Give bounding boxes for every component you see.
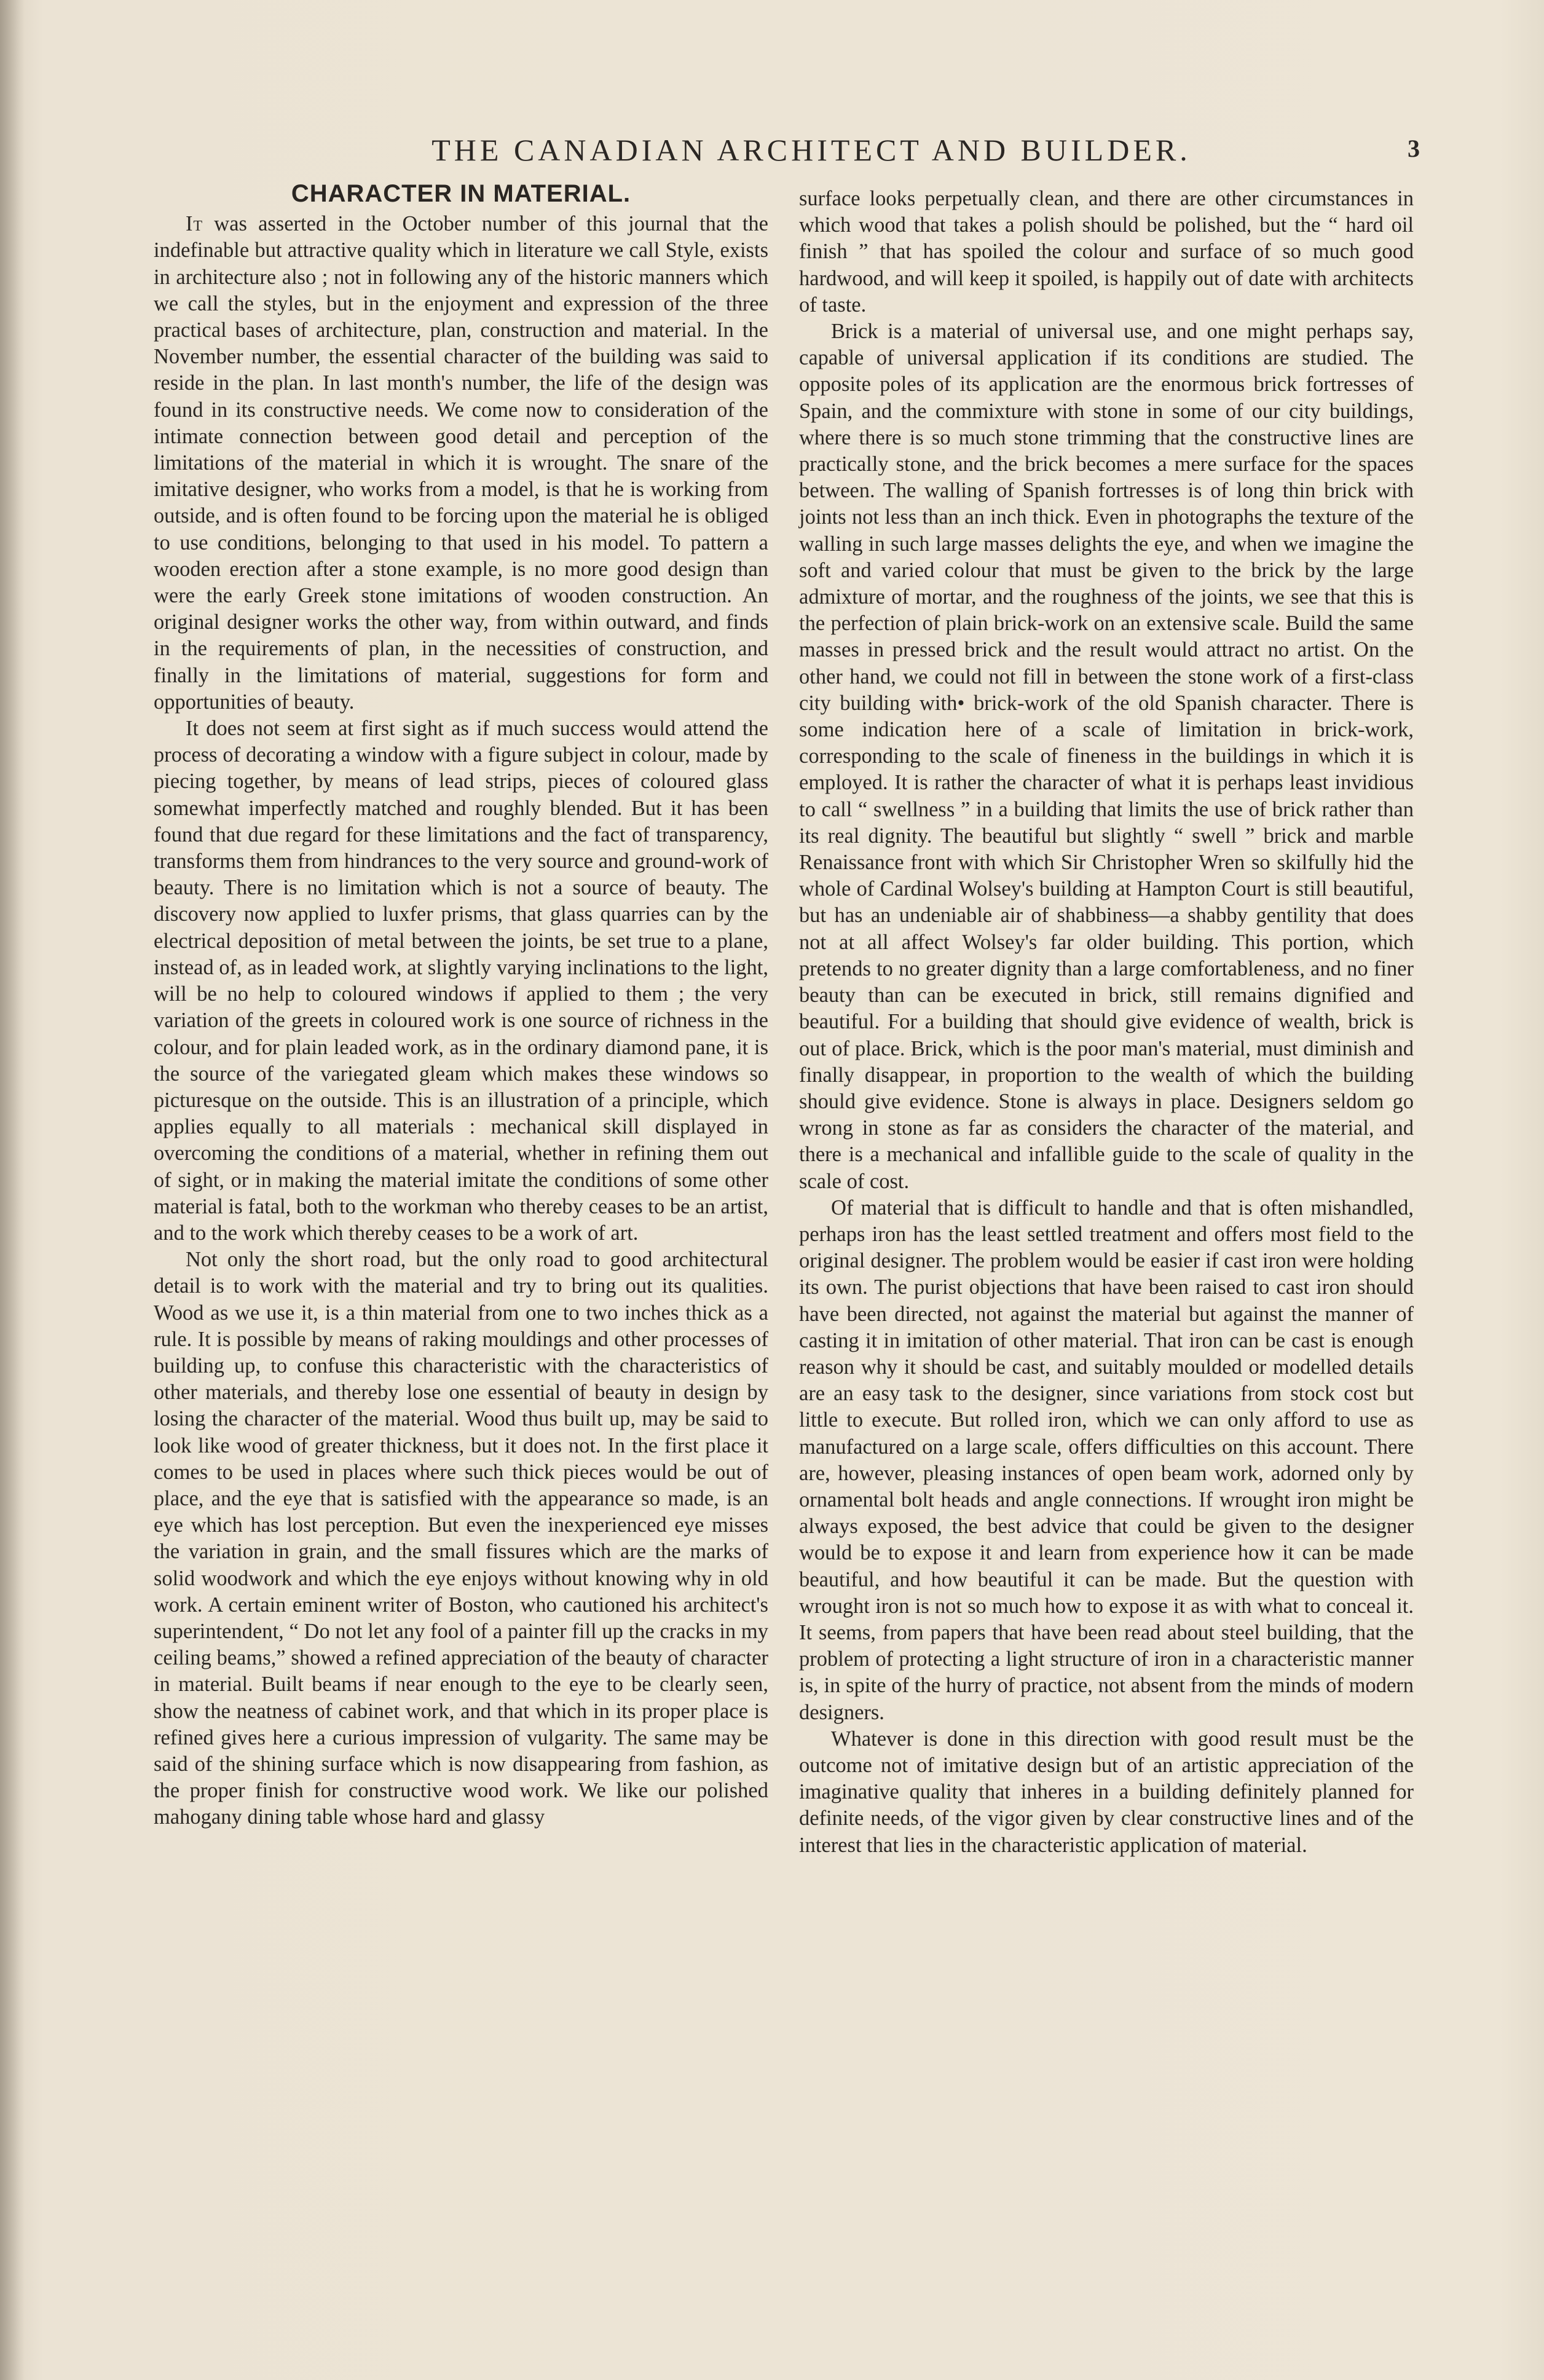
page-number: 3 bbox=[1408, 135, 1420, 162]
paragraph-1 bbox=[154, 211, 768, 715]
paragraph-2: It does not seem at first sight as if much success would attend the process of decorating a window with a figure subject in colour, made by piecing together, by means of lead strips, pieces of coloured glass somewhat imperfectly matched and roughly blended. But it has been found that due regard for these limitations and the fact of transparency, transforms them from hindrances to the very source and ground-work of beauty. There is no limitation which is not a source of beauty. The discovery now applied to luxfer prisms, that glass quarries can by the electrical deposition of metal between the joints, be set true to a plane, instead of, as in leaded work, at slightly varying inclinations to the light, will be no help to coloured windows if applied to them ; the very variation of the greets in coloured work is one source of richness in the colour, and for plain leaded work, as in the ordinary diamond pane, it is the source of the variegated gleam which makes these windows so picturesque on the outside. This is an illustration of a principle, which applies equally to all materials : mechanical skill displayed in overcoming the conditions of a material, whether in refining them out of sight, or in making the material imitate the conditions of some other material is fatal, both to the workman who thereby ceases to be an artist, and to the work which thereby ceases to be a work of art. bbox=[154, 717, 768, 1245]
lead-word: It bbox=[186, 212, 203, 236]
binding-gutter-shadow bbox=[0, 0, 25, 2380]
paragraph-4: surface looks perpetually clean, and there are other circumstances in which wood that takes a polish should be polished, but the “ hard oil finish ” that has spoiled the colour and surface of so much good hardwood, and will keep it spoiled, is happily out of date with architects of taste. bbox=[799, 187, 1414, 317]
paragraph-1-text: was asserted in the October number of this journal that the indefinable but attractive quality which in literature we call Style, exists in architecture also ; not in following any of the historic manners which we call the styles, but in the enjoyment and expression of the three practical bases of architecture, plan, construction and material. In the November number, the essential character of the building was said to reside in the plan. In last month's number, the life of the design was found in its constructive needs. We come now to consideration of the intimate connection between good detail and perception of the limitations of the material in which it is wrought. The snare of the imitative designer, who works from a model, is that he is working from outside, and is often found to be forcing upon the material he is obliged to use conditions, belonging to that used in his model. To pattern a wooden erection after a stone example, is no more good design than were the early Greek stone imitations of wooden construction. An original designer works the other way, from within outward, and finds in the requirements of plan, in the necessities of construction, and finally in the limitations of material, suggestions for form and opportunities of beauty. bbox=[154, 212, 768, 714]
paragraph-5: Brick is a material of universal use, and one might perhaps say, capable of universal application if its conditions are studied. The opposite poles of its application are the enormous brick fortresses of Spain, and the commixture with stone in some of our city buildings, where there is so much stone trimming that the constructive lines are practically stone, and the brick becomes a mere surface for the spaces between. The walling of Spanish fortresses is of long thin brick with joints not less than an inch thick. Even in photographs the texture of the walling in such large masses delights the eye, and when we imagine the soft and varied colour that must be given to the brick by the large admixture of mortar, and the roughness of the joints, we see that this is the perfection of plain brick-work on an extensive scale. Build the same masses in pressed brick and the result would attract no artist. On the other hand, we could not fill in between the stone work of a first-class city building with• brick-work of the old Spanish character. There is some indication here of a scale of limitation in brick-work, corresponding to the scale of fineness in the buildings in which it is employed. It is rather the character of what it is perhaps least invidious to call “ swellness ” in a building that limits the use of brick rather than its real dignity. The beautiful but slightly “ swell ” brick and marble Renaissance front with which Sir Christopher Wren so skilfully hid the whole of Cardinal Wolsey's building at Hampton Court is still beautiful, but has an undeniable air of shabbiness—a shabby gentility that does not at all affect Wolsey's far older building. This portion, which pretends to no greater dignity than a large comfortableness, and no finer beauty than can be executed in brick, still remains dignified and beautiful. For a building that should give evidence of wealth, brick is out of place. Brick, which is the poor man's material, must diminish and finally disappear, in proportion to the wealth of which the building should give evidence. Stone is always in place. Designers seldom go wrong in stone as far as considers the character of the material, and there is a mechanical and infallible guide to the scale of quality in the scale of cost. bbox=[799, 320, 1414, 1193]
right-column bbox=[799, 186, 1414, 1859]
article-title: CHARACTER IN MATERIAL. bbox=[291, 180, 631, 207]
paragraph-7: Whatever is done in this direction with good result must be the outcome not of imitative design but of an artistic appreciation of the imaginative quality that inheres in a building definitely planned for definite needs, of the vigor given by clear constructive lines and of the interest that lies in the characteristic application of material. bbox=[799, 1727, 1414, 1857]
paragraph-3: Not only the short road, but the only road to good architectural detail is to work with the material and try to bring out its qualities. Wood as we use it, is a thin material from one to two inches thick as a rule. It is possible by means of raking mouldings and other processes of building up, to confuse this characteristic with the characteristics of other materials, and thereby lose one essential of beauty in design by losing the character of the material. Wood thus built up, may be said to look like wood of greater thickness, but it does not. In the first place it comes to be used in places where such thick pieces would be out of place, and the eye that is satisfied with the appearance so made, is an eye which has lost perception. But even the inexperienced eye misses the variation in grain, and the small fissures which are the marks of solid woodwork and which the eye enjoys without knowing why in old work. A certain eminent writer of Boston, who cautioned his architect's superintendent, “ Do not let any fool of a painter fill up the cracks in my ceiling beams,” showed a refined appreciation of the beauty of character in material. Built beams if near enough to the eye to be clearly seen, show the neatness of cabinet work, and that which in its proper place is refined gives here a curious impression of vulgarity. The same may be said of the shining surface which is now disappearing from fashion, as the proper finish for constructive wood work. We like our polished mahogany dining table whose hard and glassy bbox=[154, 1248, 768, 1829]
left-column bbox=[154, 178, 768, 1831]
running-head: THE CANADIAN ARCHITECT AND BUILDER. bbox=[431, 133, 1191, 167]
paragraph-6: Of material that is difficult to handle and that is often mishandled, perhaps iron has the least settled treatment and offers most field to the original designer. The problem would be easier if cast iron were holding its own. The purist objections that have been raised to cast iron should have been directed, not against the material but against the manner of casting it in imitation of other material. That iron can be cast is enough reason why it should be cast, and suitably moulded or modelled details are an easy task to the designer, since variations from stock cost but little to execute. But rolled iron, which we can only afford to use as manufactured on a large scale, offers difficulties on this account. There are, however, pleasing instances of open beam work, adorned only by ornamental bolt heads and angle connections. If wrought iron might be always exposed, the best advice that could be given to the designer would be to expose it and learn from experience how it can be made beautiful, and how beautiful it can be made. But the question with wrought iron is not so much how to expose it as with what to conceal it. It seems, from papers that have been read about steel building, that the problem of protecting a light structure of iron in a characteristic manner is, in spite of the hurry of practice, not absent from the minds of modern designers. bbox=[799, 1196, 1414, 1724]
